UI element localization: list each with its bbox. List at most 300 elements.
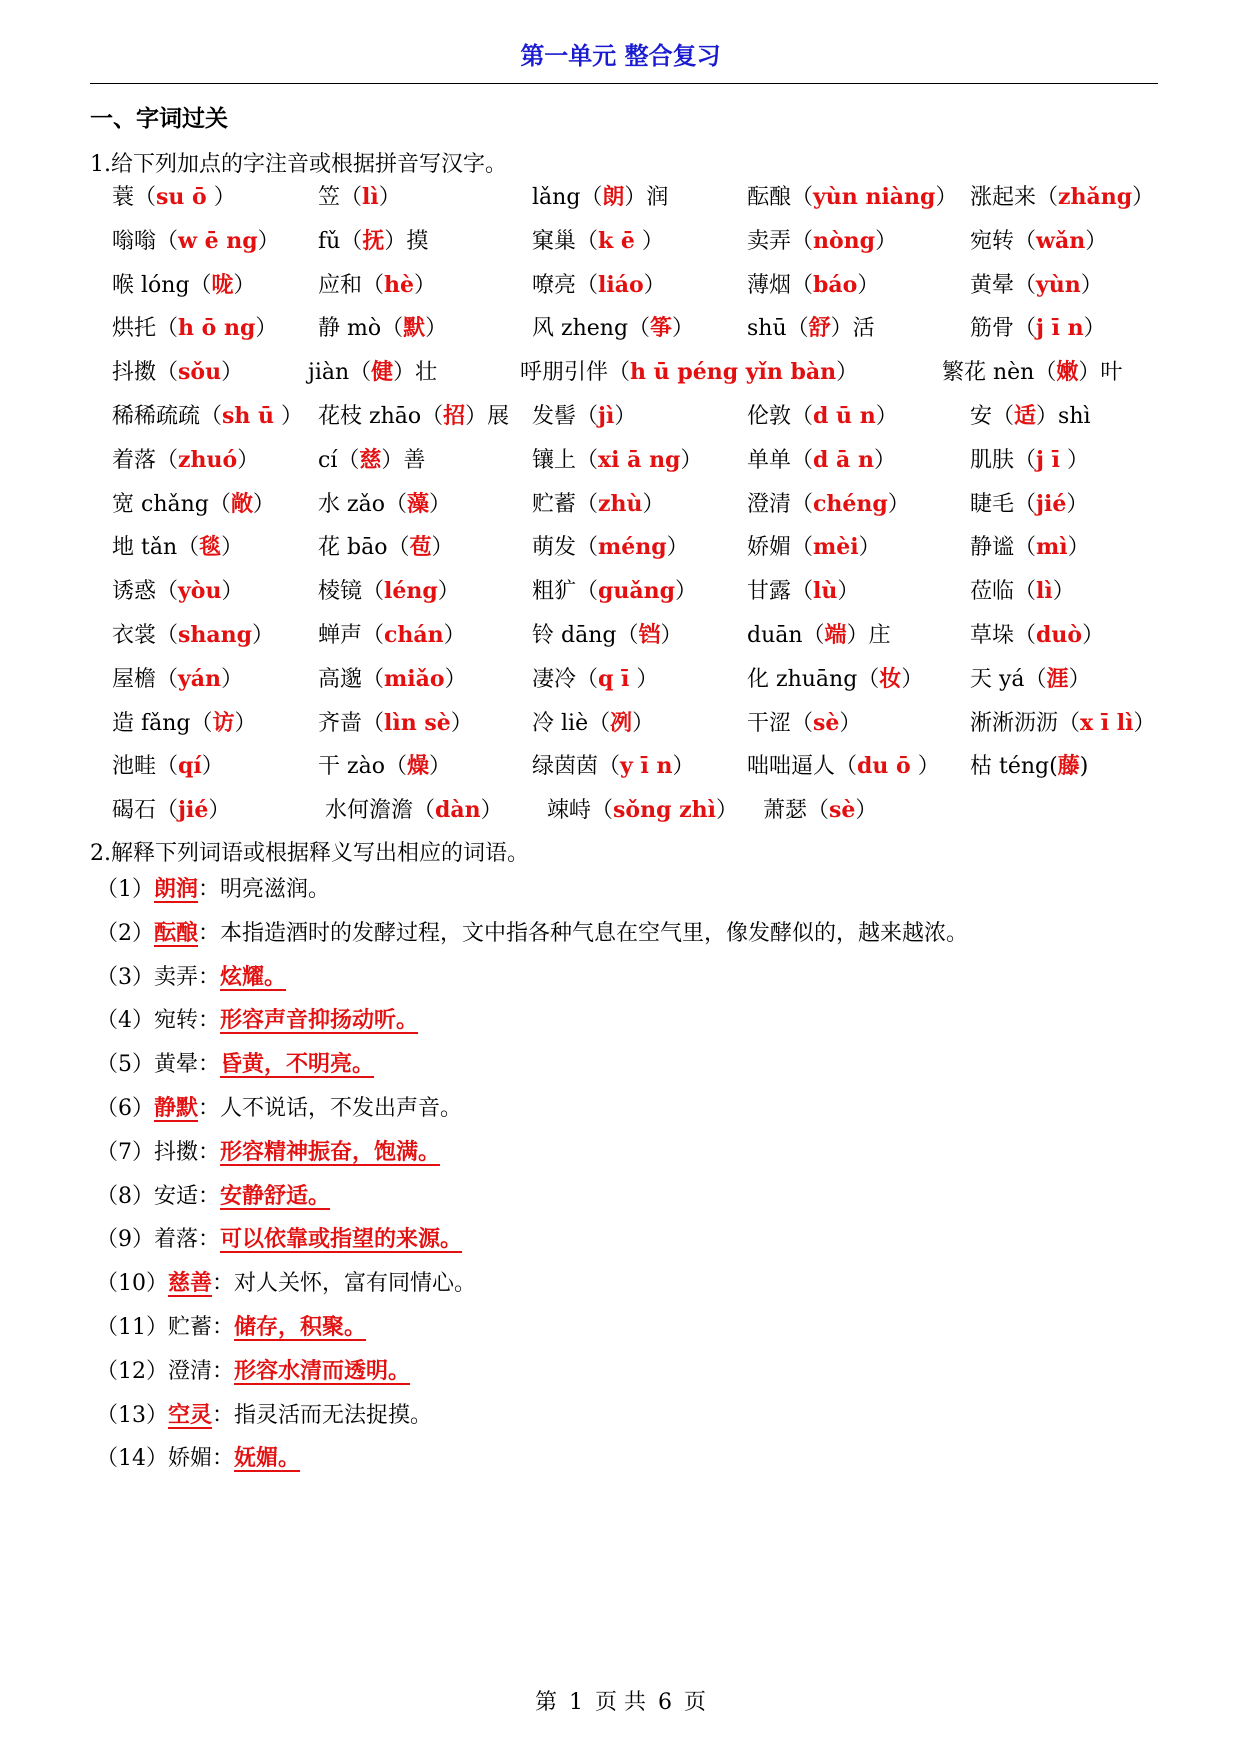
vocab-answer: léng xyxy=(384,578,438,605)
definition-colon: ： xyxy=(198,1052,221,1078)
definition-number: （6） xyxy=(96,1096,154,1121)
vocab-item xyxy=(520,352,858,393)
vocab-prompt: 应和（ xyxy=(318,272,385,298)
vocab-item xyxy=(532,440,702,481)
definition-number: （13） xyxy=(96,1402,168,1428)
vocab-bracket-close: ）善 xyxy=(381,447,426,473)
vocab-prompt: fǔ（ xyxy=(318,228,363,254)
vocab-bracket-close: ） xyxy=(428,754,451,780)
vocab-bracket-close: ） xyxy=(887,491,910,517)
vocab-bracket-close: ） xyxy=(221,579,244,605)
vocab-item xyxy=(112,308,277,349)
vocab-bracket-close: ） xyxy=(431,535,454,561)
vocab-item xyxy=(747,527,881,568)
vocab-item xyxy=(747,615,891,656)
vocab-item xyxy=(970,659,1091,700)
vocab-bracket-close: ）展 xyxy=(465,404,510,429)
vocab-bracket-close: ） xyxy=(480,798,503,824)
vocab-prompt: duān（ xyxy=(747,623,825,648)
header-divider xyxy=(90,83,1158,84)
vocab-item xyxy=(532,396,636,437)
vocab-item xyxy=(112,571,243,612)
vocab-row xyxy=(0,746,1241,786)
vocab-item xyxy=(112,703,257,744)
vocab-item xyxy=(318,527,453,568)
vocab-answer: zhǎng xyxy=(1058,184,1133,210)
vocab-prompt: 蝉声（ xyxy=(318,623,385,648)
vocab-answer: mì xyxy=(1036,534,1068,561)
vocab-answer: sǒng zhì xyxy=(613,797,716,824)
definition-item xyxy=(96,1398,432,1433)
definition-number: （14） xyxy=(96,1446,168,1472)
vocab-bracket-close: ） xyxy=(1132,185,1155,210)
definition-text: 明亮滋润。 xyxy=(220,877,331,902)
vocab-prompt: 嘹亮（ xyxy=(532,272,599,298)
definition-colon: ： xyxy=(212,1271,235,1297)
vocab-bracket-close: ） xyxy=(221,535,244,561)
definition-term: 抖擞 xyxy=(154,1139,199,1165)
vocab-bracket-close: ） xyxy=(875,404,898,429)
vocab-prompt: 屋檐（ xyxy=(112,666,179,692)
vocab-bracket-close: ） xyxy=(234,710,257,736)
vocab-answer: j ī xyxy=(1036,446,1060,473)
vocab-item xyxy=(970,396,1091,437)
definition-term: 黄晕 xyxy=(154,1052,199,1078)
footer-current-page: 1 xyxy=(569,1690,583,1715)
vocab-item xyxy=(112,221,280,262)
vocab-answer: h ū péng yǐn bàn xyxy=(630,359,837,386)
definition-text: 形容声音抑扬动听。 xyxy=(220,1007,419,1034)
footer-mid: 页 共 xyxy=(595,1690,646,1715)
vocab-answer: sè xyxy=(829,797,856,824)
definition-term: 空灵 xyxy=(168,1401,213,1428)
vocab-bracket-close: ） xyxy=(428,491,451,517)
vocab-item xyxy=(112,440,259,481)
definition-number: （5） xyxy=(96,1052,154,1078)
vocab-prompt: 地 tǎn（ xyxy=(112,535,200,561)
vocab-item xyxy=(547,790,738,831)
vocab-item xyxy=(112,352,243,393)
vocab-bracket-close: ） xyxy=(437,579,460,605)
vocab-item xyxy=(318,440,425,481)
vocab-answer: báo xyxy=(813,271,858,298)
vocab-item xyxy=(318,177,401,218)
vocab-answer: dàn xyxy=(435,797,481,824)
vocab-bracket-close: ） xyxy=(837,579,860,605)
vocab-answer: wǎn xyxy=(1036,227,1086,254)
vocab-item xyxy=(970,440,1089,481)
vocab-answer: chán xyxy=(384,622,444,648)
vocab-item xyxy=(747,703,861,744)
vocab-answer: 健 xyxy=(371,359,394,386)
vocab-prompt: 高邈（ xyxy=(318,666,385,692)
vocab-bracket-close: ） xyxy=(1133,710,1156,736)
vocab-answer: w ē ng xyxy=(178,227,258,254)
definition-colon: ： xyxy=(198,920,221,946)
vocab-prompt: 蓑（ xyxy=(112,185,157,210)
section-heading: 一、字词过关 xyxy=(90,106,228,132)
vocab-answer: 嫩 xyxy=(1056,359,1079,386)
vocab-prompt: 铃 dāng（ xyxy=(532,623,639,648)
vocab-item xyxy=(318,571,460,612)
vocab-row xyxy=(0,571,1241,611)
definition-term: 朗润 xyxy=(154,876,199,902)
vocab-answer: 慈 xyxy=(359,446,382,473)
definition-item xyxy=(96,1441,300,1476)
definition-colon: ： xyxy=(212,1315,235,1340)
vocab-bracket-close: ） xyxy=(629,666,659,692)
definition-number: （1） xyxy=(96,877,154,902)
vocab-bracket-close: ） xyxy=(1066,491,1089,517)
vocab-answer: chéng xyxy=(813,490,888,517)
vocab-answer: 藻 xyxy=(406,490,429,517)
vocab-prompt: 干 zào（ xyxy=(318,754,407,780)
definition-number: （12） xyxy=(96,1358,168,1384)
vocab-prompt: 抖擞（ xyxy=(112,360,179,386)
vocab-row xyxy=(0,352,1241,392)
vocab-bracket-close: ） xyxy=(857,272,880,298)
vocab-bracket-close: ） xyxy=(257,228,280,254)
vocab-row xyxy=(0,396,1241,436)
definition-colon: ： xyxy=(212,1358,235,1384)
definition-term: 慈善 xyxy=(168,1270,213,1297)
definition-text: 形容水清而透明。 xyxy=(234,1357,411,1384)
vocab-answer: x ī lì xyxy=(1080,709,1134,736)
vocab-answer: zhù xyxy=(598,490,643,517)
definition-colon: ： xyxy=(198,1227,221,1253)
vocab-answer: 端 xyxy=(824,622,847,648)
definition-colon: ： xyxy=(198,964,221,990)
vocab-bracket-close: ） xyxy=(855,798,878,824)
vocab-answer: zhuó xyxy=(178,446,238,473)
definition-colon: ： xyxy=(198,877,221,902)
vocab-answer: 燥 xyxy=(406,753,429,780)
vocab-item xyxy=(318,265,436,306)
vocab-item xyxy=(532,703,654,744)
vocab-prompt: 水 zǎo（ xyxy=(318,491,407,517)
vocab-bracket-close: ） xyxy=(450,710,473,736)
vocab-bracket-close: ） xyxy=(614,404,637,429)
vocab-bracket-close: ） xyxy=(910,754,940,780)
definition-text: 对人关怀，富有同情心。 xyxy=(234,1271,477,1297)
vocab-item xyxy=(532,221,664,262)
vocab-item xyxy=(532,308,694,349)
vocab-answer: lù xyxy=(813,578,838,605)
vocab-prompt: 枯 téng( xyxy=(970,754,1058,780)
vocab-row xyxy=(0,177,1241,217)
vocab-bracket-close: ） xyxy=(233,272,256,298)
vocab-bracket-close: ）活 xyxy=(830,316,875,342)
vocab-item xyxy=(318,746,451,787)
definition-item xyxy=(96,1003,418,1038)
vocab-prompt: 薄烟（ xyxy=(747,272,814,298)
definition-term: 澄清 xyxy=(168,1358,213,1384)
vocab-item xyxy=(747,177,957,218)
vocab-bracket-close: ） xyxy=(675,579,698,605)
vocab-answer: y ī n xyxy=(620,753,673,780)
vocab-item xyxy=(318,615,466,656)
vocab-bracket-close: ）庄 xyxy=(846,623,891,648)
vocab-prompt: 贮蓄（ xyxy=(532,491,599,517)
vocab-bracket-close: ） xyxy=(221,666,244,692)
definition-colon: ： xyxy=(198,1139,221,1165)
vocab-item xyxy=(318,703,473,744)
vocab-prompt: 涨起来（ xyxy=(970,185,1059,210)
definition-text: 炫耀。 xyxy=(220,963,287,990)
vocab-item xyxy=(112,265,256,306)
vocab-item xyxy=(112,746,224,787)
vocab-answer: lìn sè xyxy=(384,709,451,736)
vocab-bracket-close: ） xyxy=(672,754,695,780)
vocab-row xyxy=(0,265,1241,305)
vocab-item xyxy=(112,177,236,218)
vocab-prompt: 衣裳（ xyxy=(112,623,179,648)
vocab-item xyxy=(747,308,875,349)
vocab-prompt: 碣石（ xyxy=(112,798,179,824)
question-2-title: 2.解释下列词语或根据释义写出相应的词语。 xyxy=(90,841,529,866)
vocab-bracket-close: ） xyxy=(206,185,236,210)
vocab-prompt: 凄冷（ xyxy=(532,666,599,692)
definition-number: （3） xyxy=(96,964,154,990)
definition-term: 酝酿 xyxy=(154,919,199,946)
vocab-row xyxy=(0,308,1241,348)
definition-text: 指灵活而无法捉摸。 xyxy=(234,1402,433,1428)
vocab-prompt: 冷 liè（ xyxy=(532,710,611,736)
vocab-answer: 涯 xyxy=(1046,665,1069,692)
vocab-item xyxy=(112,615,274,656)
vocab-answer: yùn xyxy=(1036,271,1081,298)
vocab-answer: xi ā ng xyxy=(598,446,681,473)
vocab-bracket-close: ） xyxy=(1060,447,1089,473)
vocab-prompt: 天 yá（ xyxy=(970,666,1047,692)
definition-item xyxy=(96,1310,366,1345)
vocab-item xyxy=(112,484,275,525)
vocab-bracket-close: ） xyxy=(252,623,275,648)
vocab-bracket-close: ） xyxy=(1082,623,1105,648)
vocab-answer: 毯 xyxy=(199,534,222,561)
definition-term: 娇媚 xyxy=(168,1446,213,1472)
definition-text: 妩媚。 xyxy=(234,1445,301,1472)
page-footer xyxy=(0,1685,1241,1716)
vocab-prompt: 酝酿（ xyxy=(747,185,814,210)
vocab-item xyxy=(942,352,1122,393)
vocab-prompt: 诱惑（ xyxy=(112,579,179,605)
vocab-prompt: 黄晕（ xyxy=(970,272,1037,298)
vocab-answer: hè xyxy=(384,271,415,298)
vocab-answer: yán xyxy=(178,665,222,692)
vocab-answer: duò xyxy=(1036,622,1083,648)
vocab-item xyxy=(970,746,1088,787)
vocab-item xyxy=(112,527,243,568)
vocab-prompt: 笠（ xyxy=(318,185,363,210)
definition-number: （2） xyxy=(96,920,154,946)
vocab-answer: 舒 xyxy=(808,315,831,342)
vocab-prompt: 萧瑟（ xyxy=(763,798,830,824)
definition-term: 静默 xyxy=(154,1095,199,1121)
vocab-bracket-close: ）叶 xyxy=(1078,360,1123,386)
vocab-prompt: 伦敦（ xyxy=(747,404,814,429)
definition-colon: ： xyxy=(198,1183,221,1209)
vocab-bracket-close: ） xyxy=(425,316,448,342)
vocab-prompt: 澄清（ xyxy=(747,491,814,517)
vocab-row xyxy=(0,527,1241,567)
vocab-answer: su ō xyxy=(156,184,207,210)
vocab-answer: guǎng xyxy=(598,578,676,605)
vocab-item xyxy=(532,746,695,787)
vocab-prompt: 绿茵茵（ xyxy=(532,754,621,780)
vocab-answer: mèi xyxy=(813,534,859,561)
vocab-bracket-close: ） xyxy=(873,447,896,473)
vocab-item xyxy=(112,396,303,437)
definition-text: 安静舒适。 xyxy=(220,1182,331,1209)
definition-item xyxy=(96,1047,374,1082)
definition-text: 本指造酒时的发酵过程，文中指各种气息在空气里，像发酵似的，越来越浓。 xyxy=(220,920,969,946)
vocab-prompt: 莅临（ xyxy=(970,579,1037,605)
vocab-bracket-close: ） xyxy=(237,447,260,473)
vocab-bracket-close: ） xyxy=(634,228,664,254)
definition-term: 宛转 xyxy=(154,1008,199,1034)
vocab-prompt: 繁花 nèn（ xyxy=(942,360,1057,386)
vocab-answer: miǎo xyxy=(384,665,445,692)
definition-colon: ： xyxy=(198,1096,221,1121)
vocab-item xyxy=(112,790,230,831)
vocab-bracket-close: ） xyxy=(443,623,466,648)
vocab-item xyxy=(318,659,467,700)
vocab-bracket-close: ） xyxy=(378,185,401,210)
vocab-answer: 冽 xyxy=(610,709,633,736)
vocab-item xyxy=(970,571,1075,612)
vocab-bracket-close: ） xyxy=(715,798,738,824)
vocab-answer: k ē xyxy=(598,227,635,254)
vocab-bracket-close: ） xyxy=(1085,228,1108,254)
question-1-title: 1.给下列加点的字注音或根据拼音写汉字。 xyxy=(90,152,507,177)
definition-text: 人不说话，不发出声音。 xyxy=(220,1096,463,1121)
definition-item xyxy=(96,1135,440,1170)
vocab-answer: shang xyxy=(178,622,253,648)
vocab-bracket-close: ） xyxy=(680,447,703,473)
vocab-bracket-close: ） xyxy=(1068,666,1091,692)
definition-number: （4） xyxy=(96,1008,154,1034)
vocab-answer: du ō xyxy=(857,753,911,780)
vocab-row xyxy=(0,484,1241,524)
vocab-item xyxy=(763,790,877,831)
definition-text: 储存，积聚。 xyxy=(234,1314,367,1340)
vocab-answer: 铛 xyxy=(638,622,661,648)
vocab-prompt: 着落（ xyxy=(112,447,179,473)
definition-item xyxy=(96,1091,462,1126)
vocab-prompt: 花枝 zhāo（ xyxy=(318,404,444,429)
vocab-prompt: 安（ xyxy=(970,404,1015,429)
vocab-answer: méng xyxy=(598,534,667,561)
vocab-prompt: 喉 lóng（ xyxy=(112,272,212,298)
vocab-item xyxy=(532,265,666,306)
vocab-prompt: 草垛（ xyxy=(970,623,1037,648)
footer-prefix: 第 xyxy=(534,1690,557,1715)
page-header-title: 第一单元 整合复习 xyxy=(520,42,721,70)
vocab-bracket-close: ） xyxy=(414,272,437,298)
vocab-item xyxy=(970,703,1156,744)
vocab-answer: d ū n xyxy=(813,403,876,429)
vocab-item xyxy=(318,221,428,262)
definition-term: 贮蓄 xyxy=(168,1315,213,1340)
vocab-item xyxy=(970,615,1104,656)
vocab-prompt: jiàn（ xyxy=(308,360,372,386)
vocab-bracket-close: ） xyxy=(935,185,958,210)
vocab-answer: 朗 xyxy=(602,184,625,210)
vocab-answer: 招 xyxy=(443,403,466,429)
footer-suffix: 页 xyxy=(684,1690,707,1715)
vocab-bracket-close: ）shì xyxy=(1036,404,1091,429)
vocab-bracket-close: ） xyxy=(1080,272,1103,298)
definition-text: 可以依靠或指望的来源。 xyxy=(220,1226,463,1253)
vocab-bracket-close: ） xyxy=(836,360,859,386)
vocab-item xyxy=(532,527,689,568)
vocab-bracket-close: ） xyxy=(839,710,862,736)
vocab-prompt: 镶上（ xyxy=(532,447,599,473)
vocab-bracket-close: ） xyxy=(1067,535,1090,561)
vocab-prompt: 齐啬（ xyxy=(318,710,385,736)
definition-item xyxy=(96,1179,330,1214)
vocab-answer: qí xyxy=(178,753,202,780)
vocab-answer: h ō ng xyxy=(178,315,256,342)
vocab-item xyxy=(318,396,509,437)
vocab-prompt: 静谧（ xyxy=(970,535,1037,561)
vocab-prompt: 单单（ xyxy=(747,447,814,473)
vocab-prompt: lǎng（ xyxy=(532,185,603,210)
vocab-prompt: 萌发（ xyxy=(532,535,599,561)
definition-number: （9） xyxy=(96,1227,154,1253)
vocab-prompt: 风 zheng（ xyxy=(532,316,651,342)
definition-text: 昏黄，不明亮。 xyxy=(220,1051,375,1078)
definition-number: （7） xyxy=(96,1139,154,1165)
vocab-prompt: 造 fǎng（ xyxy=(112,710,213,736)
vocab-prompt: 化 zhuāng（ xyxy=(747,666,880,692)
vocab-bracket-close: ） xyxy=(660,623,683,648)
vocab-prompt: 水何澹澹（ xyxy=(325,798,436,824)
vocab-bracket-close: ） xyxy=(875,228,898,254)
vocab-item xyxy=(970,221,1107,262)
vocab-item xyxy=(747,571,859,612)
vocab-answer: 抚 xyxy=(362,227,385,254)
vocab-prompt: 竦峙（ xyxy=(547,798,614,824)
definition-item xyxy=(96,1354,410,1389)
definition-item xyxy=(96,1266,476,1301)
vocab-answer: d ā n xyxy=(813,446,874,473)
vocab-answer: jié xyxy=(1036,490,1067,517)
vocab-bracket-close: ） xyxy=(666,535,689,561)
vocab-bracket-close: ） xyxy=(901,666,924,692)
vocab-answer: yòu xyxy=(178,578,222,605)
vocab-answer: yùn niàng xyxy=(813,184,936,210)
definition-colon: ： xyxy=(212,1402,235,1428)
vocab-bracket-close: ）摸 xyxy=(384,228,429,254)
definition-item xyxy=(96,916,968,951)
definition-term: 卖弄 xyxy=(154,964,199,990)
vocab-item xyxy=(318,308,447,349)
vocab-item xyxy=(747,440,896,481)
vocab-prompt: 棱镜（ xyxy=(318,579,385,605)
vocab-prompt: 嗡嗡（ xyxy=(112,228,179,254)
vocab-prompt: 卖弄（ xyxy=(747,228,814,254)
vocab-item xyxy=(747,484,910,525)
vocab-prompt: shū（ xyxy=(747,316,809,342)
vocab-prompt: 窠巢（ xyxy=(532,228,599,254)
vocab-answer: 苞 xyxy=(409,534,432,561)
vocab-item xyxy=(747,265,879,306)
vocab-bracket-close: ） xyxy=(252,491,275,517)
vocab-answer: sè xyxy=(813,709,840,736)
vocab-answer: nòng xyxy=(813,227,876,254)
